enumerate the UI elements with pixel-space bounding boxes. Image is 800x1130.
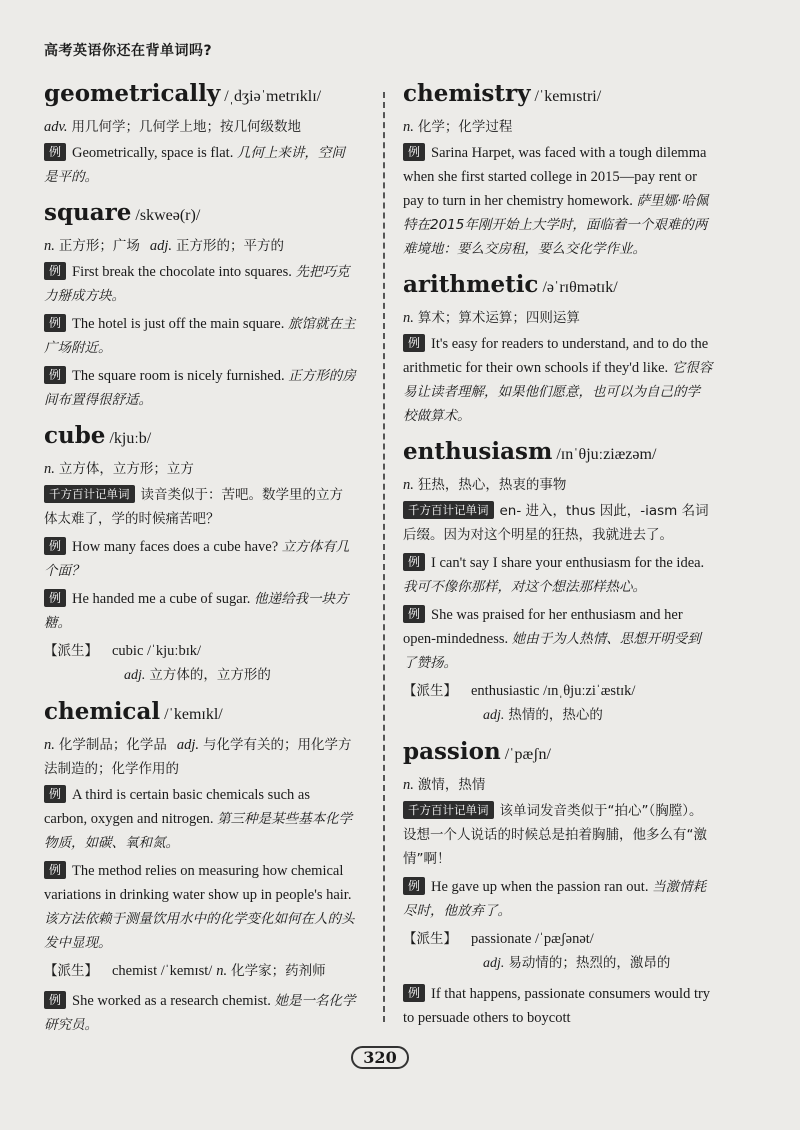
derivative-word: cubic /ˈkjuːbɪk/ (112, 643, 201, 659)
example (44, 783, 356, 855)
tip-badge: 千方百计记单词 (403, 501, 494, 519)
example (403, 141, 713, 261)
part-of-speech: n. (403, 477, 414, 493)
definition (44, 234, 356, 258)
example-en: I can't say I share your enthusiasm for the idea. (431, 555, 705, 571)
example-badge: 例 (44, 262, 66, 280)
definition-text: 狂热，热心，热衷的事物 (417, 477, 567, 493)
derivative-definition (403, 703, 713, 728)
phonetic: /əˈrɪθmətɪk/ (542, 279, 618, 296)
example-badge: 例 (403, 143, 425, 161)
derivative (403, 927, 713, 976)
example (44, 587, 356, 635)
example-en: She worked as a research chemist. (72, 993, 271, 1009)
example-badge: 例 (403, 334, 425, 352)
memory-tip (44, 483, 356, 531)
definition-text: 用几何学；几何学上地；按几何级数地 (71, 119, 301, 135)
page-number-text: 320 (351, 1046, 408, 1069)
tip-badge: 千方百计记单词 (44, 485, 135, 503)
example-en: The method relies on measuring how chemical variations in drinking water show up in people's hair. (44, 863, 352, 903)
entry-geometrically (44, 78, 356, 189)
tip-badge: 千方百计记单词 (403, 801, 494, 819)
definition-text: 激情，热情 (417, 777, 486, 793)
derivative-word: chemist /ˈkemɪst/ (112, 963, 213, 979)
definition-text: 化学制品；化学品 (58, 737, 167, 753)
phonetic: /ˈkemɪstri/ (534, 88, 602, 105)
headword (44, 420, 356, 455)
headword-text: cube (44, 422, 106, 449)
example (44, 989, 356, 1037)
example-zh: 她由于为人热情、思想开明受到了赞扬。 (403, 631, 701, 671)
example (403, 875, 713, 923)
headword (44, 696, 356, 731)
page-number (350, 1046, 410, 1069)
example-en: Geometrically, space is flat. (72, 145, 234, 161)
headword (44, 197, 356, 232)
memory-tip (403, 499, 713, 547)
phonetic: /ˈpæʃn/ (504, 746, 551, 763)
example-zh: 先把巧克力掰成方块。 (44, 264, 350, 304)
phonetic: /ɪnˈθjuːziæzəm/ (556, 446, 657, 463)
part-of-speech: adj. (149, 238, 173, 254)
headword-text: enthusiasm (403, 438, 553, 465)
example-badge: 例 (403, 984, 425, 1002)
entry-enthusiasm (403, 436, 713, 728)
running-header: 高考英语你还在背单词吗? (44, 43, 213, 59)
example-zh: 立方体有几个面？ (44, 539, 350, 579)
definition-text: 正方形；广场 (58, 238, 140, 254)
example (403, 982, 713, 1030)
definition (403, 306, 713, 330)
derivative (44, 639, 356, 688)
definition-text: 与化学有关的；用化学方法制造的；化学作用的 (44, 737, 352, 777)
example-badge: 例 (44, 589, 66, 607)
derivative-label: 【派生】 (44, 963, 98, 979)
example (403, 603, 713, 675)
example-en: How many faces does a cube have? (72, 539, 279, 555)
derivative-definition-text: 热情的，热心的 (508, 707, 603, 723)
example-zh: 萨里娜·哈佩特在2015年刚开始上大学时，面临着一个艰难的两难境地：要么交房租，要么交化学作业。 (403, 193, 709, 257)
phonetic: /skweə(r)/ (135, 207, 201, 224)
derivative-definition (403, 951, 713, 976)
entry-chemistry (403, 78, 713, 261)
example-en: The square room is nicely furnished. (72, 368, 285, 384)
derivative (44, 959, 356, 983)
example-en: It's easy for readers to understand, and to do the arithmetic for their own schools if they'd like. (403, 336, 709, 376)
example-zh: 该方法依赖于测量饮用水中的化学变化如何在人的头发中显现。 (44, 911, 355, 951)
tip-text: 读音类似于：苦吧。数学里的立方体太难了，学的时候痛苦吧？ (44, 487, 343, 527)
headword (403, 436, 713, 471)
headword-text: geometrically (44, 80, 221, 107)
part-of-speech: n. (403, 310, 414, 326)
entry-chemical (44, 696, 356, 1037)
example-badge: 例 (403, 553, 425, 571)
example (403, 551, 713, 599)
example-en: A third is certain basic chemicals such as carbon, oxygen and nitrogen. (44, 787, 310, 827)
example-zh: 我可不像你那样，对这个想法那样热心。 (403, 579, 646, 595)
derivative-word: enthusiastic /ɪnˌθjuːziˈæstɪk/ (471, 683, 636, 699)
part-of-speech: n. (44, 737, 55, 753)
example-zh: 旅馆就在主广场附近。 (44, 316, 356, 356)
right-column (403, 78, 713, 1038)
tip-text: 该单词发音类似于“拍心”（胸膛）。设想一个人说话的时候总是拍着胸脯，他多么有“激情”啊！ (403, 803, 707, 867)
example-badge: 例 (403, 605, 425, 623)
example (44, 364, 356, 412)
part-of-speech: adj. (483, 956, 505, 971)
example-badge: 例 (403, 877, 425, 895)
entry-passion (403, 736, 713, 1030)
headword-text: square (44, 199, 132, 226)
example-badge: 例 (44, 991, 66, 1009)
derivative-definition (44, 663, 356, 688)
derivative-definition-text: 立方体的，立方形的 (149, 667, 271, 683)
example (44, 535, 356, 583)
entry-square (44, 197, 356, 412)
part-of-speech: adv. (44, 119, 68, 135)
definition (44, 733, 356, 781)
headword (403, 78, 713, 113)
memory-tip (403, 799, 713, 871)
part-of-speech: n. (44, 461, 55, 477)
example-zh: 当激情耗尽时，他放弃了。 (403, 879, 707, 919)
definition (44, 115, 356, 139)
phonetic: /ˈkemɪkl/ (164, 706, 223, 723)
definition (403, 773, 713, 797)
headword (403, 736, 713, 771)
definition (403, 115, 713, 139)
headword (44, 78, 356, 113)
entry-arithmetic (403, 269, 713, 428)
example-en: He gave up when the passion ran out. (431, 879, 649, 895)
headword-text: arithmetic (403, 271, 539, 298)
example-badge: 例 (44, 537, 66, 555)
example (44, 141, 356, 189)
headword-text: chemistry (403, 80, 531, 107)
headword-text: chemical (44, 698, 161, 725)
derivative-word: passionate /ˈpæʃənət/ (471, 931, 594, 947)
example-zh: 它很容易让读者理解，如果他们愿意，也可以为自己的学校做算术。 (403, 360, 713, 424)
definition (403, 473, 713, 497)
example-badge: 例 (44, 785, 66, 803)
left-column (44, 78, 356, 1045)
example-zh: 第三种是某些基本化学物质，如碳、氧和氮。 (44, 811, 353, 851)
example-en: Sarina Harpet, was faced with a tough dilemma when she first started college in 2015—pay rent or pay to turn in her chemistry homework. (403, 145, 707, 209)
part-of-speech: n. (44, 238, 55, 254)
derivative (403, 679, 713, 728)
column-divider (383, 92, 385, 1022)
example (44, 312, 356, 360)
example-badge: 例 (44, 861, 66, 879)
derivative-label: 【派生】 (403, 683, 457, 699)
part-of-speech: adj. (124, 668, 146, 683)
example-zh: 他递给我一块方糖。 (44, 591, 349, 631)
definition-text: 化学；化学过程 (417, 119, 513, 135)
example-zh: 几何上来讲，空间是平的。 (44, 145, 345, 185)
example-en: First break the chocolate into squares. (72, 264, 292, 280)
example-en: He handed me a cube of sugar. (72, 591, 251, 607)
example-badge: 例 (44, 366, 66, 384)
part-of-speech: adj. (483, 708, 505, 723)
derivative-label: 【派生】 (403, 931, 457, 947)
derivative-label: 【派生】 (44, 643, 98, 659)
example-en: She was praised for her enthusiasm and her open-mindedness. (403, 607, 683, 647)
entry-cube (44, 420, 356, 688)
definition-text: 算术；算术运算；四则运算 (417, 310, 580, 326)
example (403, 332, 713, 428)
example-badge: 例 (44, 314, 66, 332)
headword-text: passion (403, 738, 501, 765)
definition (44, 457, 356, 481)
example-badge: 例 (44, 143, 66, 161)
example-zh: 她是一名化学研究员。 (44, 993, 356, 1033)
example (44, 260, 356, 308)
example (44, 859, 356, 955)
tip-text: en- 进入，thus 因此，-iasm 名词后缀。因为对这个明星的狂热，我就进去了。 (403, 503, 709, 543)
derivative-definition-text: 易动情的；热烈的，激昂的 (508, 955, 671, 971)
definition-text: 立方体，立方形；立方 (58, 461, 194, 477)
part-of-speech: adj. (176, 737, 200, 753)
phonetic: /ˌdʒiəˈmetrɪklɪ/ (224, 88, 322, 105)
phonetic: /kjuːb/ (109, 430, 152, 447)
example-en: The hotel is just off the main square. (72, 316, 285, 332)
example-en: If that happens, passionate consumers would try to persuade others to boycott (403, 986, 711, 1026)
headword (403, 269, 713, 304)
derivative-definition-text: 化学家；药剂师 (231, 963, 326, 979)
definition-text: 正方形的；平方的 (176, 238, 285, 254)
part-of-speech: n. (403, 119, 414, 135)
example-zh: 正方形的房间布置得很舒适。 (44, 368, 356, 408)
part-of-speech: n. (403, 777, 414, 793)
part-of-speech: n. (216, 963, 228, 979)
